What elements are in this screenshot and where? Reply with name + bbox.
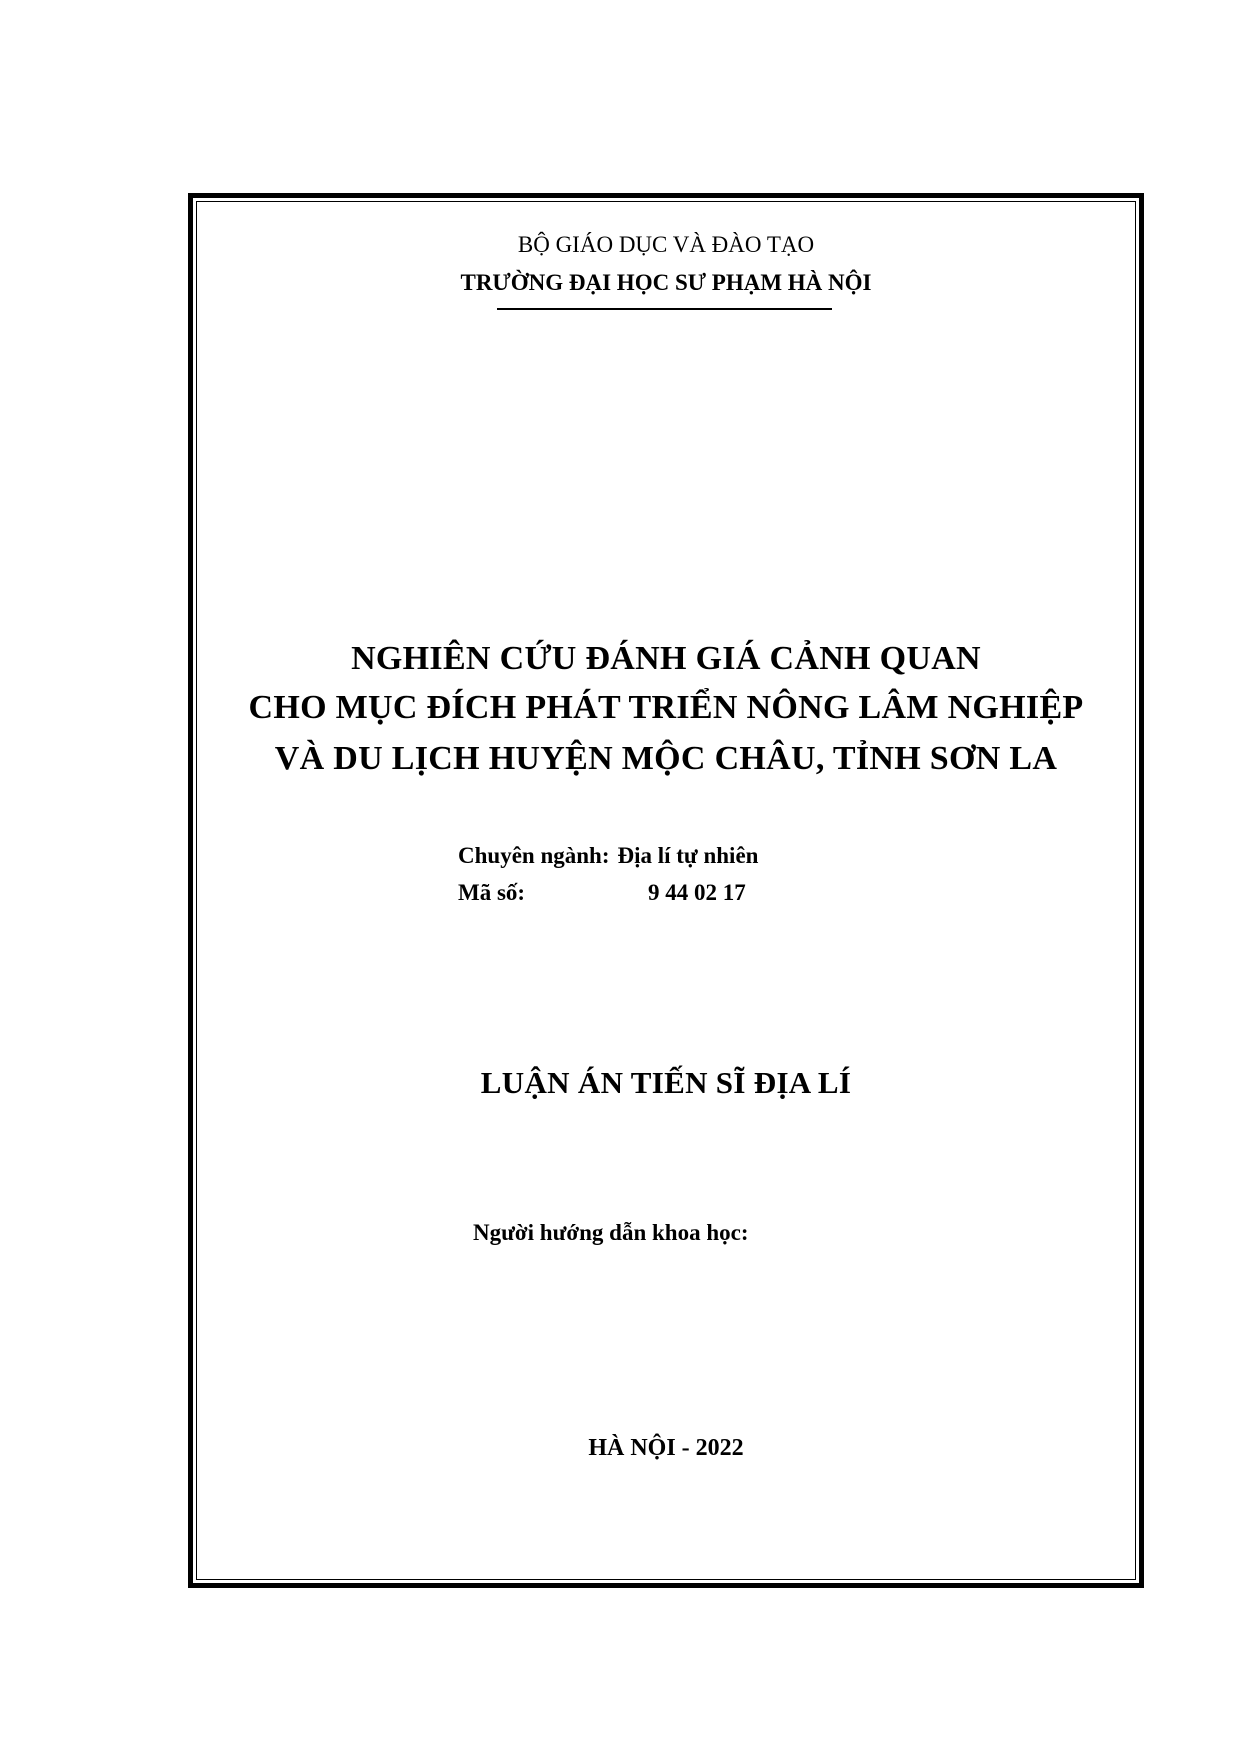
specialization-label: Chuyên ngành: [458,843,610,868]
thesis-title-line-2: CHO MỤC ĐÍCH PHÁT TRIỂN NÔNG LÂM NGHIỆP [248,689,1084,726]
degree-title: LUẬN ÁN TIẾN SĨ ĐỊA LÍ [480,1065,852,1100]
advisor-label: Người hướng dẫn khoa học: [473,1220,749,1245]
specialization-row [458,843,758,869]
code-row [458,880,746,906]
specialization-value: Địa lí tự nhiên [617,843,759,868]
ministry-name: BỘ GIÁO DỤC VÀ ĐÀO TẠO [517,232,815,257]
university-underline [497,308,832,310]
code-value: 9 44 02 17 [648,880,746,905]
thesis-title-line-1: NGHIÊN CỨU ĐÁNH GIÁ CẢNH QUAN [351,640,981,677]
university-name: TRƯỜNG ĐẠI HỌC SƯ PHẠM HÀ NỘI [460,270,872,295]
place-and-year: HÀ NỘI - 2022 [588,1435,744,1461]
code-label: Mã số: [458,880,526,905]
thesis-title-line-3: VÀ DU LỊCH HUYỆN MỘC CHÂU, TỈNH SƠN LA [274,740,1058,777]
